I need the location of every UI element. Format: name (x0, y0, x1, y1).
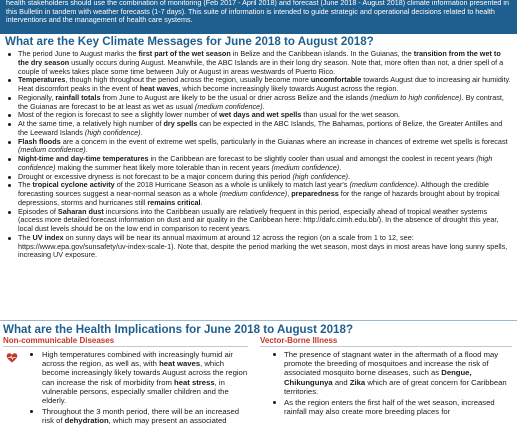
vbi-column-title: Vector-Borne Illness (260, 336, 338, 345)
ncd-title-divider (3, 346, 248, 347)
climate-bullet-rainfall: Regionally, rainfall totals from June to August are likely to be the usual or drier across Belize and the islands (medium to high confidence). By contrast, the Guianas are forecast to be at least as wet as usual (medium confidence). (0, 94, 517, 112)
vbi-title-divider (260, 346, 512, 347)
climate-bullet-saharan-dust: Episodes of Saharan dust incursions into the Caribbean usually are relatively frequent in this period, especially ahead of tropical weather systems (access more detailed forecast information on dust and air quality in the Caribbean here: http://dafc.cimh.edu.bb/). In the absence of drought this year, local dust levels should be on the low end in comparison to recent years. (0, 208, 517, 234)
ncd-item-dehydration: Throughout the 3 month period, there will be an increased risk of dehydration, which may present an associated (0, 407, 250, 425)
climate-bullet-temperatures: Temperatures, though high throughout the period across the region, usually become more uncomfortable towards August due to increasing air humidity. Heat discomfort peaks in the event of heat waves, which become increasingly likely towards August across the region. (0, 76, 517, 94)
climate-messages-heading: What are the Key Climate Messages for June 2018 to August 2018? (5, 35, 374, 48)
climate-bullet-wet-days: Most of the region is forecast to see a slightly lower number of wet days and wet spells than usual for the wet season. (0, 111, 517, 120)
intro-banner (0, 0, 517, 34)
climate-bullet-uv-index: The UV index on sunny days will be near its annual maximum at around 12 across the region (on a scale from 1 to 12, see: https://www.epa.gov/sunsafety/uv-index-scale-1). Note that, despite the period marking the wet season, most days in most areas have long sunny spells, increasing UV exposure. (0, 234, 517, 260)
climate-bullet-drought: Drought or excessive dryness is not forecast to be a major concern during this period (high confidence). (0, 173, 517, 182)
climate-bullet-tropical-cyclone: The tropical cyclone activity of the 2018 Hurricane Season as a whole is unlikely to match last year's (medium confidence). Although the credible forecasting sources suggest a near-normal season as a whole (medium confidence), preparedness for the range of hazards brought about by tropical depressions, storms and hurricanes still remains critical. (0, 181, 517, 207)
climate-bullet-season: The period June to August marks the first part of the wet season in Belize and the Caribbean islands. In the Guianas, the transition from the wet to the dry season usually occurs during August. Meanwhile, the ABC Islands are in their long dry season. Note that, more often than not, a drier spell of a couple of weeks takes place some time between July or August in areas westwards of Puerto Rico. (0, 50, 517, 76)
intro-text: health stakeholders should use the combination of monitoring (Feb 2017 - April 2018) and forecast (June 2018 - August 2018) climate information presented in this Bulletin in tandem with weather forecasts (1-7 days). This suite of information is intended to guide strategic and operational decisions related to health interventions and the management of health care systems. (6, 0, 510, 25)
climate-bullet-night-day-temps: Night-time and day-time temperatures in the Caribbean are forecast to be slightly cooler than usual and amongst the coolest in recent years (high confidence) making the summer heat likely more tolerable than in recent years (medium confidence). (0, 155, 517, 173)
climate-messages-list (0, 50, 517, 320)
climate-bullet-dry-spells: At the same time, a relatively high number of dry spells can be expected in the ABC Islands, The Bahamas, portions of Belize, the Greater Antilles and the Leeward Islands (high confidence). (0, 120, 517, 138)
vbi-list (258, 350, 512, 418)
vbi-item-breeding-places: As the region enters the first half of the wet season, increased rainfall may also create more breeding places for (258, 398, 512, 416)
ncd-item-heat-stress: High temperatures combined with increasingly humid air across the region, as well as, with heat waves, which become increasingly likely towards August across the region can increase the risk of morbidity from heat stress, in vulnerable persons, especially smaller children and the elderly. (0, 350, 250, 405)
climate-bullet-flash-floods: Flash floods are a concern in the event of extreme wet spells, particularly in the Guianas where an increase in chances of extreme wet spells is forecast (medium confidence). (0, 138, 517, 156)
health-implications-heading: What are the Health Implications for June 2018 to August 2018? (0, 320, 517, 337)
ncd-column-title: Non-communicable Diseases (3, 336, 115, 345)
vbi-item-stagnant-water: The presence of stagnant water in the aftermath of a flood may promote the breeding of mosquitoes and increase the risk of associated mosquito borne diseases, such as Dengue, Chikungunya and Zika which are of great concern for Caribbean territories. (258, 350, 512, 396)
ncd-list (0, 350, 250, 428)
